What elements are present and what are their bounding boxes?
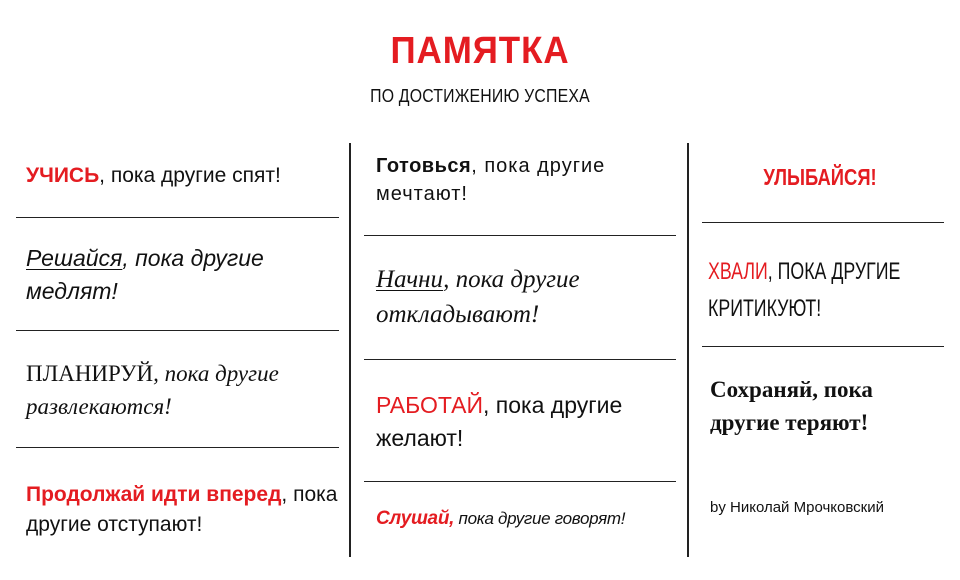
page-title: ПАМЯТКА [390, 30, 570, 72]
tip-keyword: ХВАЛИ [708, 258, 768, 285]
tip-text: , пока другие медлят! [26, 245, 264, 305]
tip-decide [26, 242, 336, 309]
row-divider [16, 217, 339, 218]
tip-work [376, 389, 686, 456]
tip-keyword: Начни [376, 266, 444, 293]
tip-keyword: УЧИСЬ [26, 164, 100, 187]
row-divider [702, 346, 944, 347]
row-divider [16, 330, 339, 331]
column-divider-right [687, 143, 689, 557]
tip-text: , пока другие развлекаются! [26, 361, 279, 420]
row-divider [364, 481, 676, 482]
tip-keep [710, 373, 940, 440]
row-divider [702, 222, 944, 223]
tip-keyword: УЛЫБАЙСЯ! [763, 164, 877, 190]
tip-text: , пока другие отступают! [26, 483, 338, 537]
page-subtitle: ПО ДОСТИЖЕНИЮ УСПЕХА [370, 86, 590, 106]
row-divider [16, 447, 339, 448]
tip-start [376, 262, 676, 332]
tip-listen [376, 507, 676, 532]
tip-smile [724, 163, 916, 193]
tip-text: , пока другие спят! [99, 164, 281, 187]
tip-text: , пока другие желают! [376, 392, 623, 452]
tip-praise [708, 253, 930, 327]
tip-keyword: РАБОТАЙ [376, 392, 484, 418]
author-byline: by Николай Мрочковский [710, 499, 884, 516]
tip-keyword: Слушай, [376, 508, 455, 529]
tip-learn [26, 162, 281, 189]
tip-keyword: ПЛАНИРУЙ [26, 361, 154, 386]
tip-text: пока другие говорят! [454, 509, 626, 528]
row-divider [364, 359, 676, 360]
tip-plan [26, 357, 336, 424]
tip-keyword: Готовься [376, 155, 472, 177]
tip-text: , пока другие откладывают! [376, 266, 580, 328]
tip-text: , пока другие мечтают! [376, 155, 606, 205]
row-divider [364, 235, 676, 236]
tip-keyword: Продолжай идти вперед [26, 483, 282, 506]
column-divider-left [349, 143, 351, 557]
tip-text: , ПОКА ДРУГИЕ КРИТИКУЮТ! [708, 258, 901, 323]
tip-text: , пока другие теряют! [710, 377, 873, 436]
tip-keyword: Решайся [26, 245, 123, 271]
tip-keyword: Сохраняй [710, 377, 813, 402]
tip-keep-going [26, 480, 346, 541]
tip-prepare [376, 152, 676, 208]
